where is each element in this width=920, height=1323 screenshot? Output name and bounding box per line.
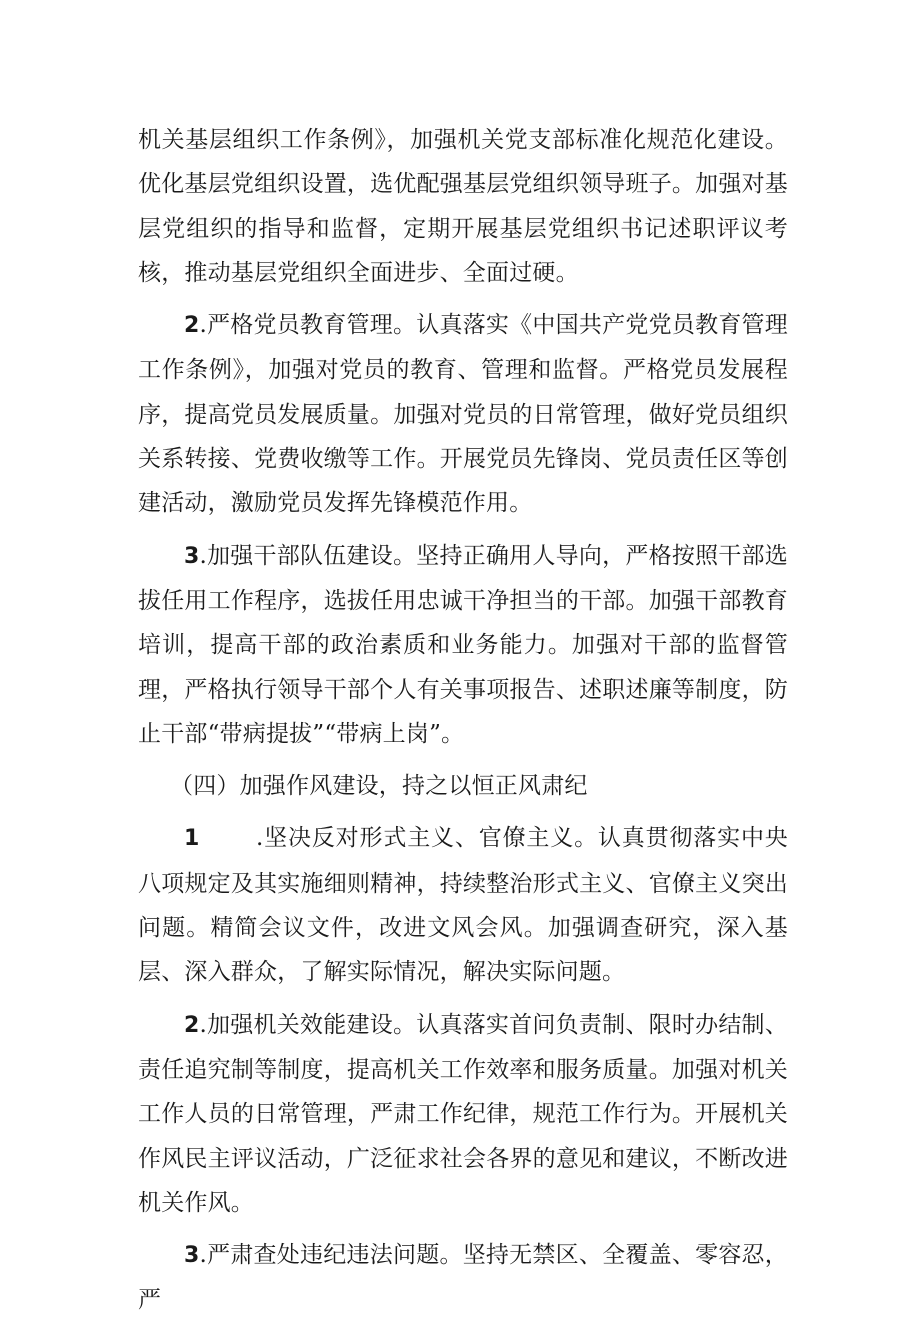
item-number: 3 [184, 543, 200, 569]
document-page [138, 118, 788, 1323]
item-number: 2 [184, 313, 200, 339]
paragraph-continuation [138, 118, 788, 295]
section-heading [138, 764, 788, 808]
paragraph-item-2-efficiency [138, 1003, 788, 1225]
paragraph-text: .坚决反对形式主义、官僚主义。认真贯彻落实中央八项规定及其实施细则精神，持续整治形式主义、官僚主义突出问题。精简会议文件，改进文风会风。加强调查研究，深入基层、深入群众，了解实际情况，解决实际问题。 [138, 825, 788, 986]
section-heading-text: （四）加强作风建设，持之以恒正风肃纪 [170, 773, 588, 800]
paragraph-item-2-party-members [138, 303, 788, 525]
paragraph-text: 机关基层组织工作条例》，加强机关党支部标准化规范化建设。优化基层党组织设置，选优配强基层党组织领导班子。加强对基层党组织的指导和监督，定期开展基层党组织书记述职评议考核，推动基层党组织全面进步、全面过硬。 [138, 127, 788, 286]
item-number: 3 [184, 1243, 200, 1269]
paragraph-text: .加强机关效能建设。认真落实首问负责制、限时办结制、责任追究制等制度，提高机关工作效率和服务质量。加强对机关工作人员的日常管理，严肃工作纪律，规范工作行为。开展机关作风民主评议活动，广泛征求社会各界的意见和建议，不断改进机关作风。 [138, 1011, 788, 1216]
item-number: 1 [184, 826, 200, 852]
paragraph-text: .加强干部队伍建设。坚持正确用人导向，严格按照干部选拔任用工作程序，选拔任用忠诚干净担当的干部。加强干部教育培训，提高干部的政治素质和业务能力。加强对干部的监督管理，严格执行领导干部个人有关事项报告、述职述廉等制度，防止干部“带病提拔”“带病上岗”。 [138, 542, 788, 747]
paragraph-item-1-formalism [138, 816, 788, 994]
paragraph-item-3-cadres [138, 534, 788, 756]
paragraph-text: .严格党员教育管理。认真落实《中国共产党党员教育管理工作条例》，加强对党员的教育、管理和监督。严格党员发展程序，提高党员发展质量。加强对党员的日常管理，做好党员组织关系转接、党费收缴等工作。开展党员先锋岗、党员责任区等创建活动，激励党员发挥先锋模范作用。 [138, 312, 788, 517]
item-number: 2 [184, 1012, 200, 1038]
paragraph-text: .严肃查处违纪违法问题。坚持无禁区、全覆盖、零容忍，严 [138, 1242, 788, 1314]
paragraph-item-3-discipline [138, 1233, 788, 1323]
